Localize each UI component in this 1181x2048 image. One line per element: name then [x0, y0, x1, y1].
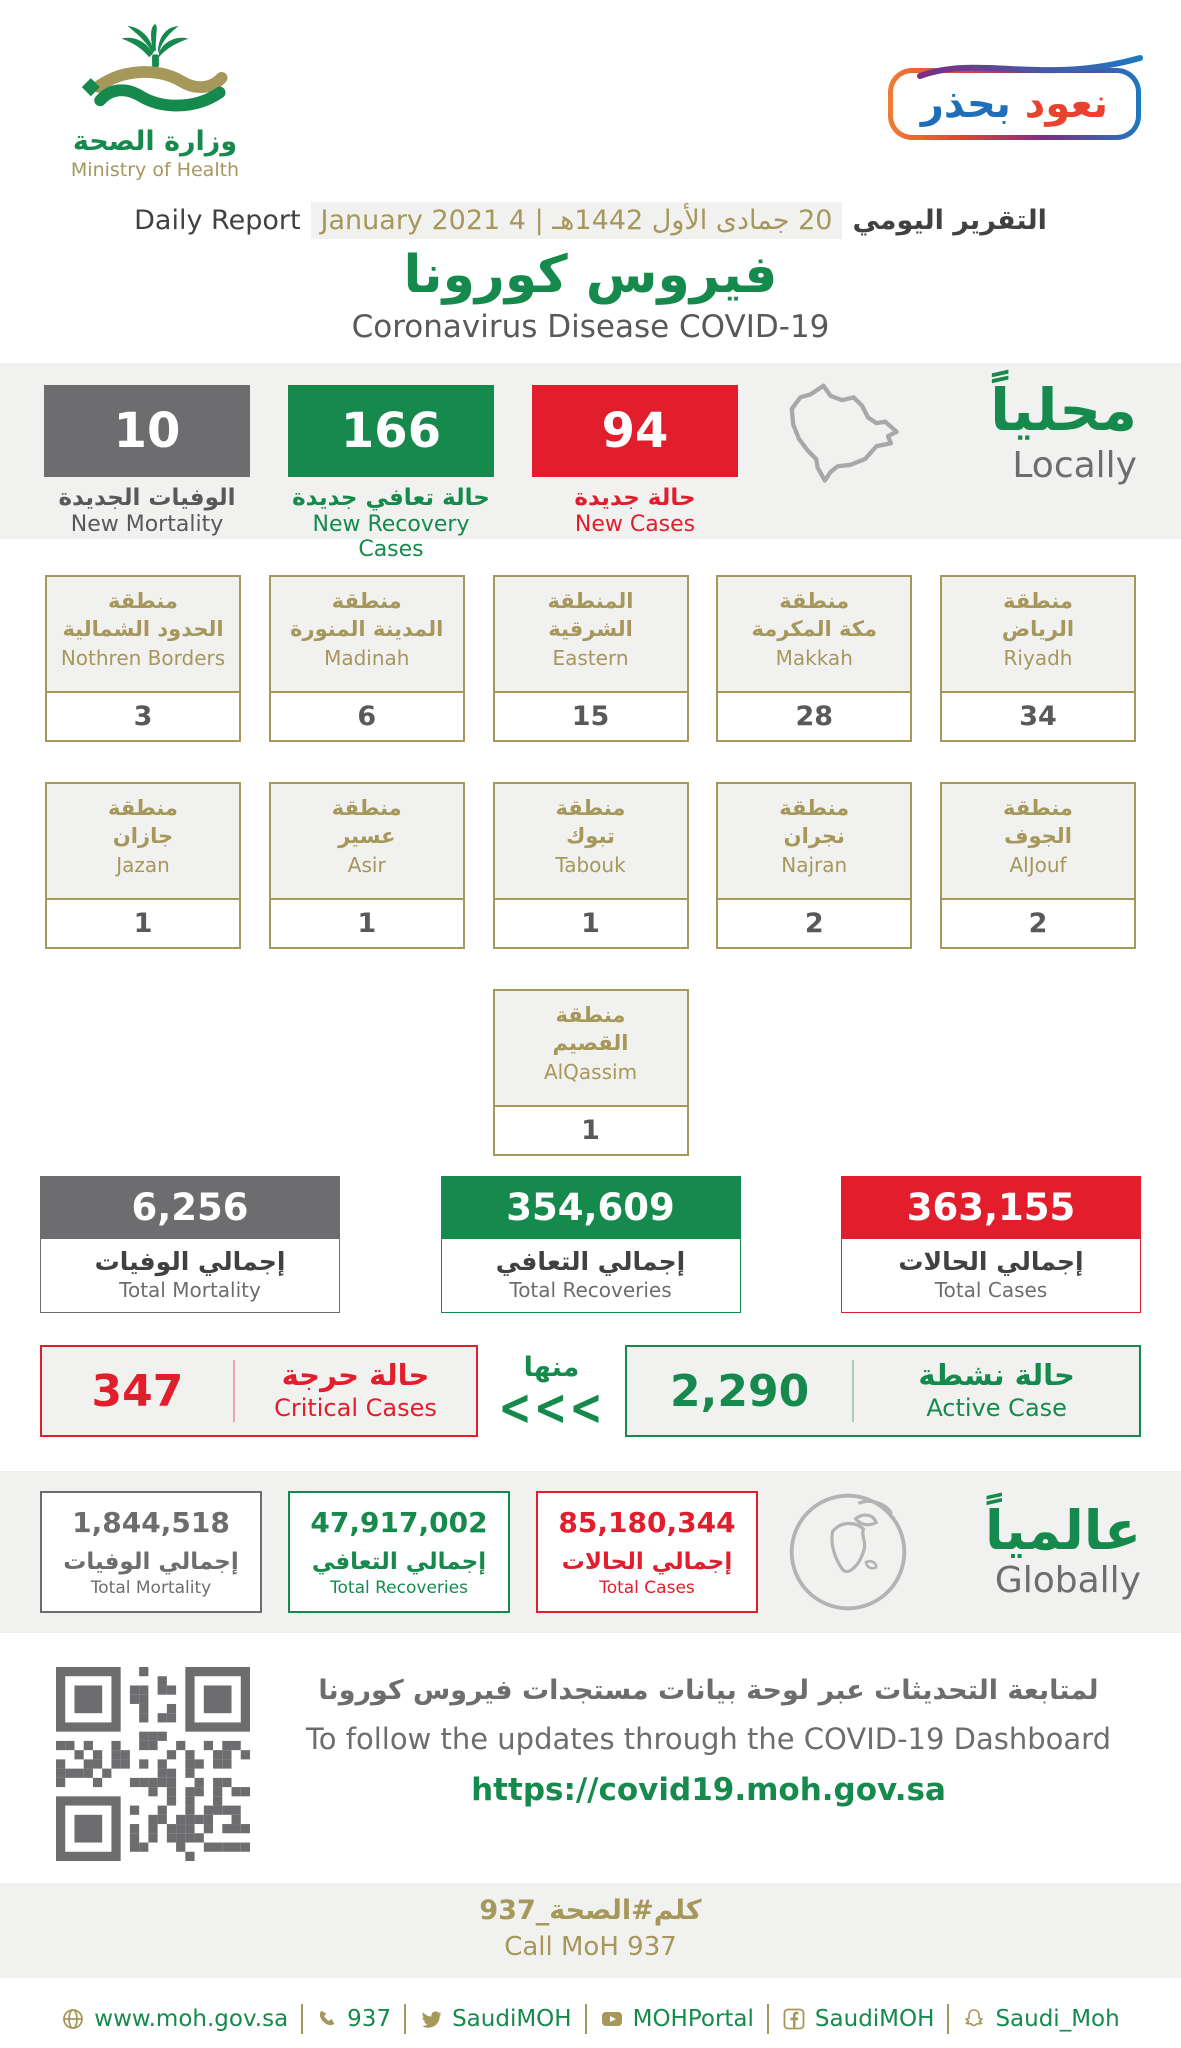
page-title-english: Coronavirus Disease COVID-19	[351, 309, 830, 345]
snapchat-link[interactable]	[949, 2006, 1132, 2032]
locally-heading	[972, 376, 1137, 486]
total-mortality-label-ar: إجمالي الوفيات	[94, 1247, 286, 1276]
phone-link[interactable]	[303, 2006, 404, 2032]
new-cases-label-ar: حالة جديدة	[574, 485, 696, 511]
region-name-en: Madinah	[324, 645, 410, 670]
region-card-alqassim	[493, 989, 689, 1156]
globe-icon	[784, 1488, 912, 1616]
locally-section	[0, 363, 1181, 562]
region-name-en: Tabouk	[555, 852, 626, 877]
region-card-tabouk	[493, 782, 689, 949]
global-recoveries-value: 47,917,002	[310, 1506, 488, 1539]
badge-text	[893, 73, 1136, 135]
region-name-ar-line2: المدينة المنورة	[290, 617, 444, 642]
region-card-madinah	[269, 575, 465, 742]
active-cases-value: 2,290	[670, 1365, 810, 1417]
new-mortality-value: 10	[44, 385, 250, 477]
new-recovery-label-ar: حالة تعافي جديدة	[292, 485, 490, 511]
of-which-label: منها	[523, 1351, 580, 1383]
divider	[233, 1360, 235, 1422]
page-title-arabic: فيروس كورونا	[403, 245, 778, 305]
twitter-icon	[419, 2007, 443, 2031]
region-label	[942, 784, 1134, 898]
region-name-ar-line2: القصيم	[552, 1031, 629, 1056]
locally-heading-ar: محلياً	[990, 376, 1137, 444]
regions-row-2	[45, 782, 1136, 949]
region-name-ar-line1: منطقة	[779, 589, 850, 613]
twitter-link[interactable]	[406, 2006, 585, 2032]
global-mortality-label-en: Total Mortality	[90, 1578, 212, 1598]
twitter-link-label: SaudiMOH	[452, 2006, 572, 2032]
critical-active-row	[0, 1313, 1181, 1437]
new-mortality-label-en: New Mortality	[70, 512, 224, 537]
critical-cases-label	[235, 1360, 476, 1422]
region-name-ar-line2: عسير	[338, 824, 396, 849]
region-new-cases-count: 1	[271, 898, 463, 947]
snapchat-link-label: Saudi_Moh	[995, 2006, 1120, 2032]
new-mortality-label-ar: الوفيات الجديدة	[58, 485, 236, 511]
region-label	[718, 577, 910, 691]
region-name-ar-line1: منطقة	[555, 1003, 626, 1027]
logo-title-arabic: وزارة الصحة	[72, 126, 238, 157]
dashboard-section	[0, 1633, 1181, 1861]
region-name-ar-line1: منطقة	[1003, 589, 1073, 613]
total-recoveries-value: 354,609	[442, 1177, 740, 1239]
dashboard-text-ar: لمتابعة التحديثات عبر لوحة بيانات مستجدات فيروس كورونا	[318, 1675, 1099, 1706]
facebook-link-label: SaudiMOH	[814, 2006, 935, 2032]
global-cases-label-en: Total Cases	[599, 1578, 695, 1598]
region-name-en: Eastern	[552, 645, 629, 670]
region-label	[718, 784, 910, 898]
region-new-cases-count: 34	[942, 691, 1134, 740]
of-which-indicator	[498, 1351, 605, 1437]
globally-heading	[938, 1499, 1141, 1601]
divider	[852, 1360, 854, 1422]
region-card-eastern	[493, 575, 689, 742]
snapchat-icon	[962, 2007, 986, 2031]
region-name-en: Nothren Borders	[60, 645, 226, 670]
region-label	[47, 784, 239, 898]
dashboard-text-en: To follow the updates through the COVID-19 Dashboard	[306, 1722, 1111, 1756]
region-new-cases-count: 6	[271, 691, 463, 740]
header	[0, 0, 1181, 181]
global-recoveries-label-en: Total Recoveries	[330, 1578, 468, 1598]
region-name-ar-line2: الجوف	[1004, 824, 1072, 849]
region-card-makkah	[716, 575, 912, 742]
region-card-jazan	[45, 782, 241, 949]
logo-title-english: Ministry of Health	[70, 159, 240, 181]
region-name-en: Asir	[347, 852, 386, 877]
moh-logo	[50, 24, 260, 181]
region-card-asir	[269, 782, 465, 949]
new-cases-stat	[532, 385, 738, 537]
global-mortality-value: 1,844,518	[72, 1506, 230, 1539]
total-cases-label-ar: إجمالي الحالات	[898, 1247, 1084, 1276]
critical-cases-card	[40, 1345, 478, 1437]
region-label	[271, 784, 463, 898]
region-name-en: AlQassim	[543, 1059, 638, 1084]
region-new-cases-count: 28	[718, 691, 910, 740]
region-name-ar-line1: منطقة	[108, 589, 178, 613]
total-cases-value: 363,155	[842, 1177, 1140, 1239]
footer-links	[0, 2004, 1181, 2034]
qr-code	[56, 1667, 250, 1861]
region-name-en: AlJouf	[1009, 852, 1067, 877]
region-name-ar-line2: الرياض	[1001, 617, 1075, 642]
region-new-cases-count: 15	[495, 691, 687, 740]
global-cases-card	[536, 1491, 758, 1613]
region-name-ar-line1: منطقة	[779, 796, 850, 820]
regions-row-1	[45, 575, 1136, 742]
region-name-ar-line1: منطقة	[555, 796, 626, 820]
badge-word-1: نعود	[1024, 81, 1108, 127]
region-label	[495, 784, 687, 898]
total-mortality-value: 6,256	[41, 1177, 339, 1239]
new-mortality-stat	[44, 385, 250, 537]
active-cases-label-ar: حالة نشطة	[918, 1358, 1075, 1393]
youtube-link[interactable]	[587, 2006, 767, 2032]
report-date-line	[0, 202, 1181, 239]
region-name-en: Jazan	[116, 852, 170, 877]
region-new-cases-count: 1	[47, 898, 239, 947]
new-recovery-value: 166	[288, 385, 494, 477]
call-moh-en: Call MoH 937	[504, 1932, 677, 1962]
total-mortality-label-en: Total Mortality	[119, 1278, 261, 1302]
globally-heading-en: Globally	[994, 1559, 1141, 1601]
region-new-cases-count: 1	[495, 1105, 687, 1154]
region-name-en: Makkah	[775, 645, 853, 670]
region-name-ar-line1: منطقة	[1003, 796, 1073, 820]
youtube-icon	[600, 2007, 624, 2031]
report-date: 20 جمادى الأول 1442هـ | 4 January 2021	[311, 202, 843, 239]
active-cases-label-en: Active Case	[926, 1393, 1067, 1422]
regions-row-3	[45, 989, 1136, 1156]
dashboard-text	[276, 1675, 1141, 1808]
global-cases-label-ar: إجمالي الحالات	[561, 1549, 733, 1575]
critical-cases-value: 347	[91, 1365, 184, 1417]
youtube-link-label: MOHPortal	[632, 2006, 754, 2032]
daily-report-label: Daily Report	[134, 205, 301, 236]
critical-cases-label-ar: حالة حرجة	[281, 1358, 430, 1393]
regions-grid	[0, 539, 1181, 1156]
local-totals-row	[0, 1156, 1181, 1313]
region-new-cases-count: 3	[47, 691, 239, 740]
chevrons-left-icon: <<<	[498, 1378, 605, 1437]
region-new-cases-count: 1	[495, 898, 687, 947]
region-card-aljouf	[940, 782, 1136, 949]
globally-heading-ar: عالمياً	[985, 1499, 1141, 1563]
phone-icon	[316, 2008, 338, 2030]
total-mortality-card	[40, 1176, 340, 1313]
new-recovery-stat	[288, 385, 494, 562]
total-recoveries-label-ar: إجمالي التعافي	[495, 1247, 686, 1276]
region-card-riyadh	[940, 575, 1136, 742]
phone-link-label: 937	[347, 2006, 392, 2032]
facebook-link[interactable]	[769, 2006, 948, 2032]
new-cases-value: 94	[532, 385, 738, 477]
global-cases-value: 85,180,344	[558, 1506, 736, 1539]
global-mortality-label-ar: إجمالي الوفيات	[63, 1549, 239, 1575]
region-name-ar-line2: تبوك	[566, 824, 615, 849]
total-recoveries-card	[441, 1176, 741, 1313]
region-label	[271, 577, 463, 691]
region-label	[495, 991, 687, 1105]
saudi-arabia-map-icon	[776, 377, 934, 521]
global-mortality-card	[40, 1491, 262, 1613]
region-name-ar-line2: الحدود الشمالية	[62, 617, 224, 642]
locally-heading-en: Locally	[1012, 444, 1137, 486]
globally-section	[0, 1471, 1181, 1633]
badge-word-2: بحذر	[920, 81, 1011, 127]
region-name-en: Riyadh	[1003, 645, 1073, 670]
global-recoveries-card	[288, 1491, 510, 1613]
region-name-ar-line1: منطقة	[331, 796, 402, 820]
region-name-ar-line2: مكة المكرمة	[751, 617, 877, 642]
website-link[interactable]	[48, 2006, 301, 2032]
region-name-ar-line1: المنطقة	[547, 589, 634, 613]
dashboard-url-link[interactable]: https://covid19.moh.gov.sa	[471, 1772, 946, 1808]
call-moh-ar: كلم#الصحة_937	[479, 1895, 702, 1926]
region-card-northern-borders	[45, 575, 241, 742]
active-cases-label	[854, 1360, 1139, 1422]
region-label	[942, 577, 1134, 691]
region-new-cases-count: 2	[718, 898, 910, 947]
total-recoveries-label-en: Total Recoveries	[509, 1278, 672, 1302]
new-cases-label-en: New Cases	[574, 512, 696, 537]
globe-icon	[61, 2007, 85, 2031]
return-cautiously-badge	[888, 68, 1141, 140]
region-name-en: Najran	[781, 852, 848, 877]
region-name-ar-line2: جازان	[112, 824, 174, 849]
region-card-najran	[716, 782, 912, 949]
total-cases-label-en: Total Cases	[934, 1278, 1048, 1302]
moh-logo-icon	[76, 24, 234, 120]
active-cases-card	[625, 1345, 1141, 1437]
region-new-cases-count: 2	[942, 898, 1134, 947]
global-recoveries-label-ar: إجمالي التعافي	[311, 1549, 487, 1575]
call-moh-strip	[0, 1883, 1181, 1978]
daily-report-label-arabic: التقرير اليومي	[852, 205, 1047, 236]
region-name-ar-line2: نجران	[783, 824, 845, 849]
region-name-ar-line1: منطقة	[331, 589, 402, 613]
region-label	[495, 577, 687, 691]
region-name-ar-line1: منطقة	[108, 796, 178, 820]
critical-cases-label-en: Critical Cases	[274, 1393, 437, 1422]
facebook-icon	[782, 2007, 806, 2031]
region-label	[47, 577, 239, 691]
website-link-label: www.moh.gov.sa	[94, 2006, 289, 2032]
new-recovery-label-en: New Recovery Cases	[312, 512, 470, 562]
region-name-ar-line2: الشرقية	[548, 617, 633, 642]
total-cases-card	[841, 1176, 1141, 1313]
